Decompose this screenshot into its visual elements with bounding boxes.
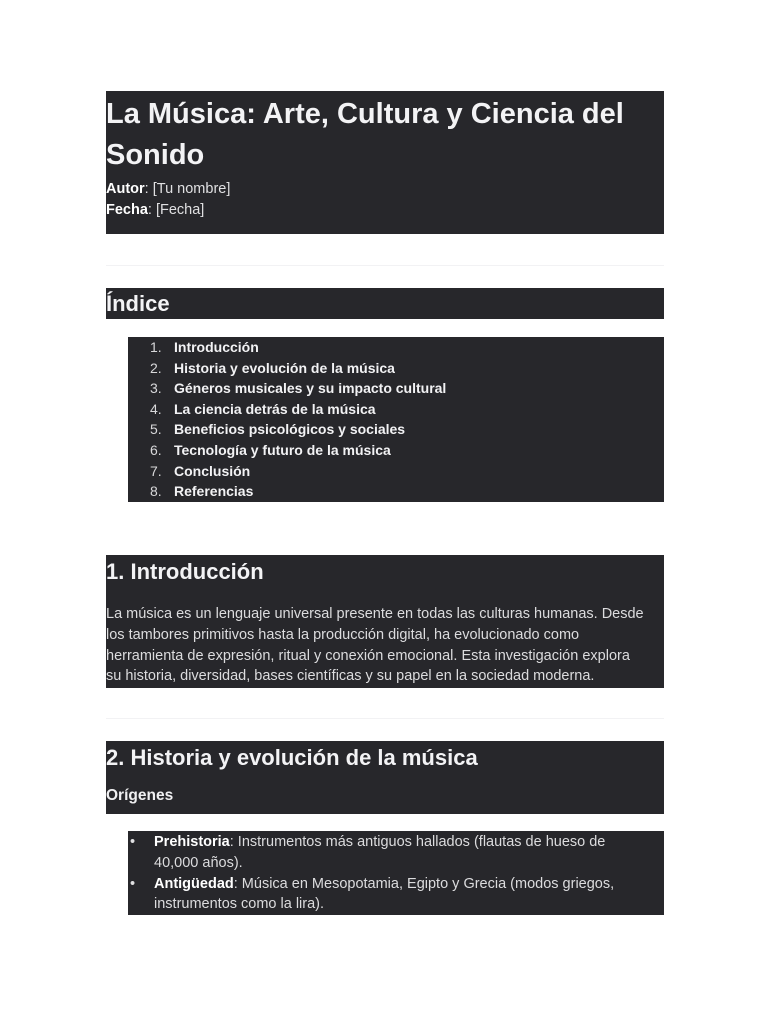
list-item-text bbox=[154, 832, 605, 874]
introduction-heading: 1. Introducción bbox=[106, 559, 264, 584]
date-value: : [Fecha] bbox=[147, 202, 205, 218]
index-item-label: Géneros musicales y su impacto cultural bbox=[174, 380, 447, 397]
index-item-label: Historia y evolución de la música bbox=[174, 359, 395, 376]
introduction-line: su historia, diversidad, bases científicas y su papel en la sociedad moderna. bbox=[106, 668, 595, 685]
author-line bbox=[106, 179, 664, 200]
index-item-number: 4. bbox=[150, 400, 162, 417]
index-item-label: Tecnología y futuro de la música bbox=[174, 441, 391, 458]
index-item-number: 8. bbox=[150, 483, 162, 500]
section-divider bbox=[106, 718, 664, 719]
introduction-section bbox=[106, 555, 664, 688]
introduction-line: los tambores primitivos hasta la producción digital, ha evolucionado como bbox=[106, 626, 580, 643]
list-item bbox=[128, 832, 664, 874]
author-value: : [Tu nombre] bbox=[144, 181, 231, 197]
introduction-line: herramienta de expresión, ritual y conexión emocional. Esta investigación explora bbox=[106, 647, 630, 664]
index-item-label: Introducción bbox=[174, 339, 259, 355]
list-item-desc-line2: 40,000 años). bbox=[154, 854, 243, 871]
index-item-label: Beneficios psicológicos y sociales bbox=[174, 421, 406, 438]
list-item bbox=[128, 874, 664, 916]
index-item-label: Conclusión bbox=[174, 462, 251, 479]
index-item[interactable] bbox=[128, 481, 664, 502]
index-heading-block bbox=[106, 288, 664, 319]
index-item-label: La ciencia detrás de la música bbox=[174, 400, 376, 417]
list-item-term: Prehistoria bbox=[154, 834, 230, 850]
author-label: Autor bbox=[106, 181, 145, 197]
index-item[interactable] bbox=[128, 399, 664, 420]
history-bullets-block bbox=[128, 831, 664, 915]
index-item[interactable] bbox=[128, 461, 664, 482]
index-item[interactable] bbox=[128, 419, 664, 440]
list-item-desc-line2: instrumentos como la lira). bbox=[154, 896, 325, 913]
list-item-desc-line1: : Instrumentos más antiguos hallados (flautas de hueso de bbox=[229, 834, 606, 850]
index-item[interactable] bbox=[128, 337, 664, 358]
list-item-term: Antigüedad bbox=[154, 875, 234, 892]
index-item-label: Referencias bbox=[174, 483, 254, 500]
index-item-number: 1. bbox=[150, 339, 162, 355]
index-item-number: 2. bbox=[150, 359, 162, 376]
history-heading-block bbox=[106, 741, 664, 814]
origins-subheading: Orígenes bbox=[106, 787, 174, 804]
index-item-number: 7. bbox=[150, 462, 162, 479]
section-divider bbox=[106, 265, 664, 266]
list-item-text bbox=[154, 874, 614, 916]
introduction-paragraph bbox=[106, 604, 664, 687]
history-heading: 2. Historia y evolución de la música bbox=[106, 745, 478, 770]
date-label: Fecha bbox=[106, 202, 148, 218]
date-line bbox=[106, 200, 664, 221]
index-item-number: 3. bbox=[150, 380, 162, 397]
index-item[interactable] bbox=[128, 440, 664, 461]
origins-list bbox=[128, 832, 664, 915]
index-heading: Índice bbox=[106, 291, 170, 316]
index-list-block bbox=[128, 337, 664, 502]
bullet-icon: • bbox=[130, 875, 136, 892]
index-item-number: 5. bbox=[150, 421, 162, 438]
document-title: La Música: Arte, Cultura y Ciencia del Sonido bbox=[106, 98, 624, 171]
list-item-desc-line1: : Música en Mesopotamia, Egipto y Grecia (modos griegos, bbox=[233, 875, 615, 892]
index-item[interactable] bbox=[128, 358, 664, 379]
index-list bbox=[128, 337, 664, 502]
index-item-number: 6. bbox=[150, 441, 162, 458]
title-block bbox=[106, 91, 664, 234]
introduction-line: La música es un lenguaje universal presente en todas las culturas humanas. Desde bbox=[106, 606, 644, 622]
index-item[interactable] bbox=[128, 378, 664, 399]
bullet-icon: • bbox=[130, 834, 136, 850]
